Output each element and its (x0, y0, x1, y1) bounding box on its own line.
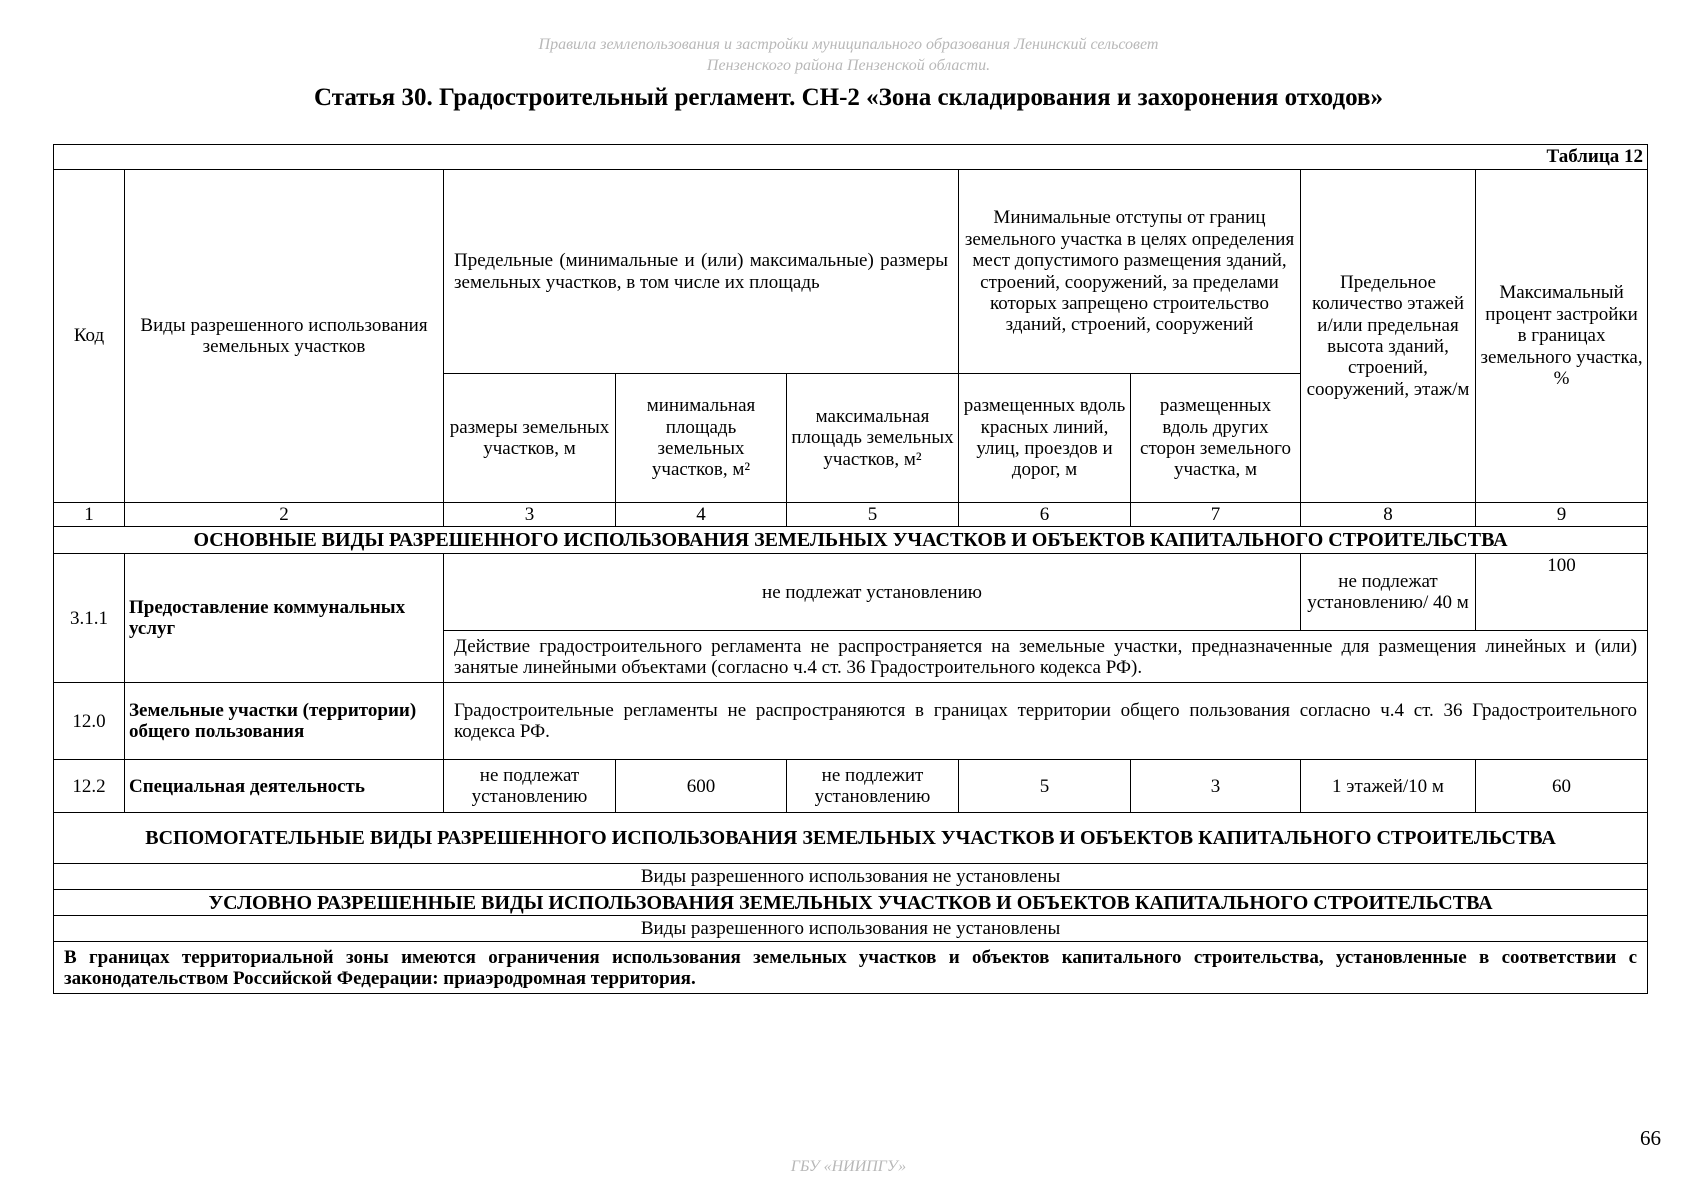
header-setback-other: размещенных вдоль других сторон земельного участка, м (1131, 374, 1301, 503)
regulation-table (53, 144, 1648, 994)
row-code: 12.0 (54, 683, 125, 760)
header-floors: Предельное количество этажей и/или предельная высота зданий, строений, сооружений, этаж/м (1301, 170, 1476, 503)
header-min-area: минимальная площадь земельных участков, м² (616, 374, 787, 503)
section-conditional-text: Виды разрешенного использования не установлены (54, 916, 1648, 942)
document-header-line-1: Правила землепользования и застройки муниципального образования Ленинский сельсовет (538, 36, 1159, 53)
row-setback-red: 5 (959, 760, 1131, 813)
row-note: Градостроительные регламенты не распространяются в границах территории общего пользования согласно ч.4 ст. 36 Градостроительного кодекса РФ. (444, 683, 1648, 760)
row-max-area: не подлежит установлению (787, 760, 959, 813)
row-setback-other: 3 (1131, 760, 1301, 813)
header-max-percent: Максимальный процент застройки в границах земельного участка, % (1476, 170, 1648, 503)
column-number: 4 (616, 503, 787, 527)
row-name: Специальная деятельность (125, 760, 444, 813)
column-number: 9 (1476, 503, 1648, 527)
row-code: 3.1.1 (54, 554, 125, 683)
column-number: 1 (54, 503, 125, 527)
document-footer: ГБУ «НИИПГУ» (790, 1158, 907, 1175)
row-floors: не подлежат установлению/ 40 м (1301, 554, 1476, 631)
header-setbacks: Минимальные отступы от границ земельного участка в целях определения мест допустимого размещения зданий, строений, сооружений, за пределами которых запрещено строительство зданий, строений, сооружений (959, 170, 1301, 374)
page-number: 66 (1640, 1126, 1661, 1150)
table-caption: Таблица 12 (54, 145, 1648, 170)
header-limits: Предельные (минимальные и (или) максимальные) размеры земельных участков, в том числе их площадь (444, 170, 959, 374)
column-number: 7 (1131, 503, 1301, 527)
row-note: Действие градостроительного регламента не распространяется на земельные участки, предназначенные для размещения линейных и (или) занятые линейными объектами (согласно ч.4 ст. 36 Градостроительного кодекса РФ). (444, 631, 1648, 683)
row-name: Земельные участки (территории) общего пользования (125, 683, 444, 760)
column-number: 3 (444, 503, 616, 527)
row-floors: 1 этажей/10 м (1301, 760, 1476, 813)
row-name: Предоставление коммунальных услуг (125, 554, 444, 683)
column-number-row (54, 503, 1648, 527)
section-aux-heading: ВСПОМОГАТЕЛЬНЫЕ ВИДЫ РАЗРЕШЕННОГО ИСПОЛЬЗОВАНИЯ ЗЕМЕЛЬНЫХ УЧАСТКОВ И ОБЪЕКТОВ КАПИТАЛЬНОГО СТРОИТЕЛЬСТВА (54, 813, 1648, 864)
header-code: Код (54, 170, 125, 503)
section-main-heading: ОСНОВНЫЕ ВИДЫ РАЗРЕШЕННОГО ИСПОЛЬЗОВАНИЯ ЗЕМЕЛЬНЫХ УЧАСТКОВ И ОБЪЕКТОВ КАПИТАЛЬНОГО СТРОИТЕЛЬСТВА (54, 527, 1648, 554)
row-code: 12.2 (54, 760, 125, 813)
column-number: 6 (959, 503, 1131, 527)
section-aux-text: Виды разрешенного использования не установлены (54, 864, 1648, 890)
row-percent: 60 (1476, 760, 1648, 813)
header-plot-size: размеры земельных участков, м (444, 374, 616, 503)
row-percent: 100 (1476, 554, 1648, 631)
row-limits: не подлежат установлению (444, 554, 1301, 631)
document-header-line-2: Пензенского района Пензенской области. (706, 57, 991, 74)
header-max-area: максимальная площадь земельных участков, м² (787, 374, 959, 503)
table-row (54, 683, 1648, 760)
restrictions-note: В границах территориальной зоны имеются ограничения использования земельных участков и объектов капитального строительства, установленные в соответствии с законодательством Российской Федерации: приаэродромная территория. (54, 942, 1648, 994)
section-conditional-heading: УСЛОВНО РАЗРЕШЕННЫЕ ВИДЫ ИСПОЛЬЗОВАНИЯ ЗЕМЕЛЬНЫХ УЧАСТКОВ И ОБЪЕКТОВ КАПИТАЛЬНОГО СТРОИТЕЛЬСТВА (54, 890, 1648, 916)
header-setback-red: размещенных вдоль красных линий, улиц, проездов и дорог, м (959, 374, 1131, 503)
row-plot-size: не подлежат установлению (444, 760, 616, 813)
row-min-area: 600 (616, 760, 787, 813)
column-number: 8 (1301, 503, 1476, 527)
header-use-types: Виды разрешенного использования земельных участков (125, 170, 444, 503)
table-row (54, 554, 1648, 631)
table-row (54, 760, 1648, 813)
column-number: 5 (787, 503, 959, 527)
column-number: 2 (125, 503, 444, 527)
page-title: Статья 30. Градостроительный регламент. СН-2 «Зона складирования и захоронения отходов» (314, 84, 1383, 111)
